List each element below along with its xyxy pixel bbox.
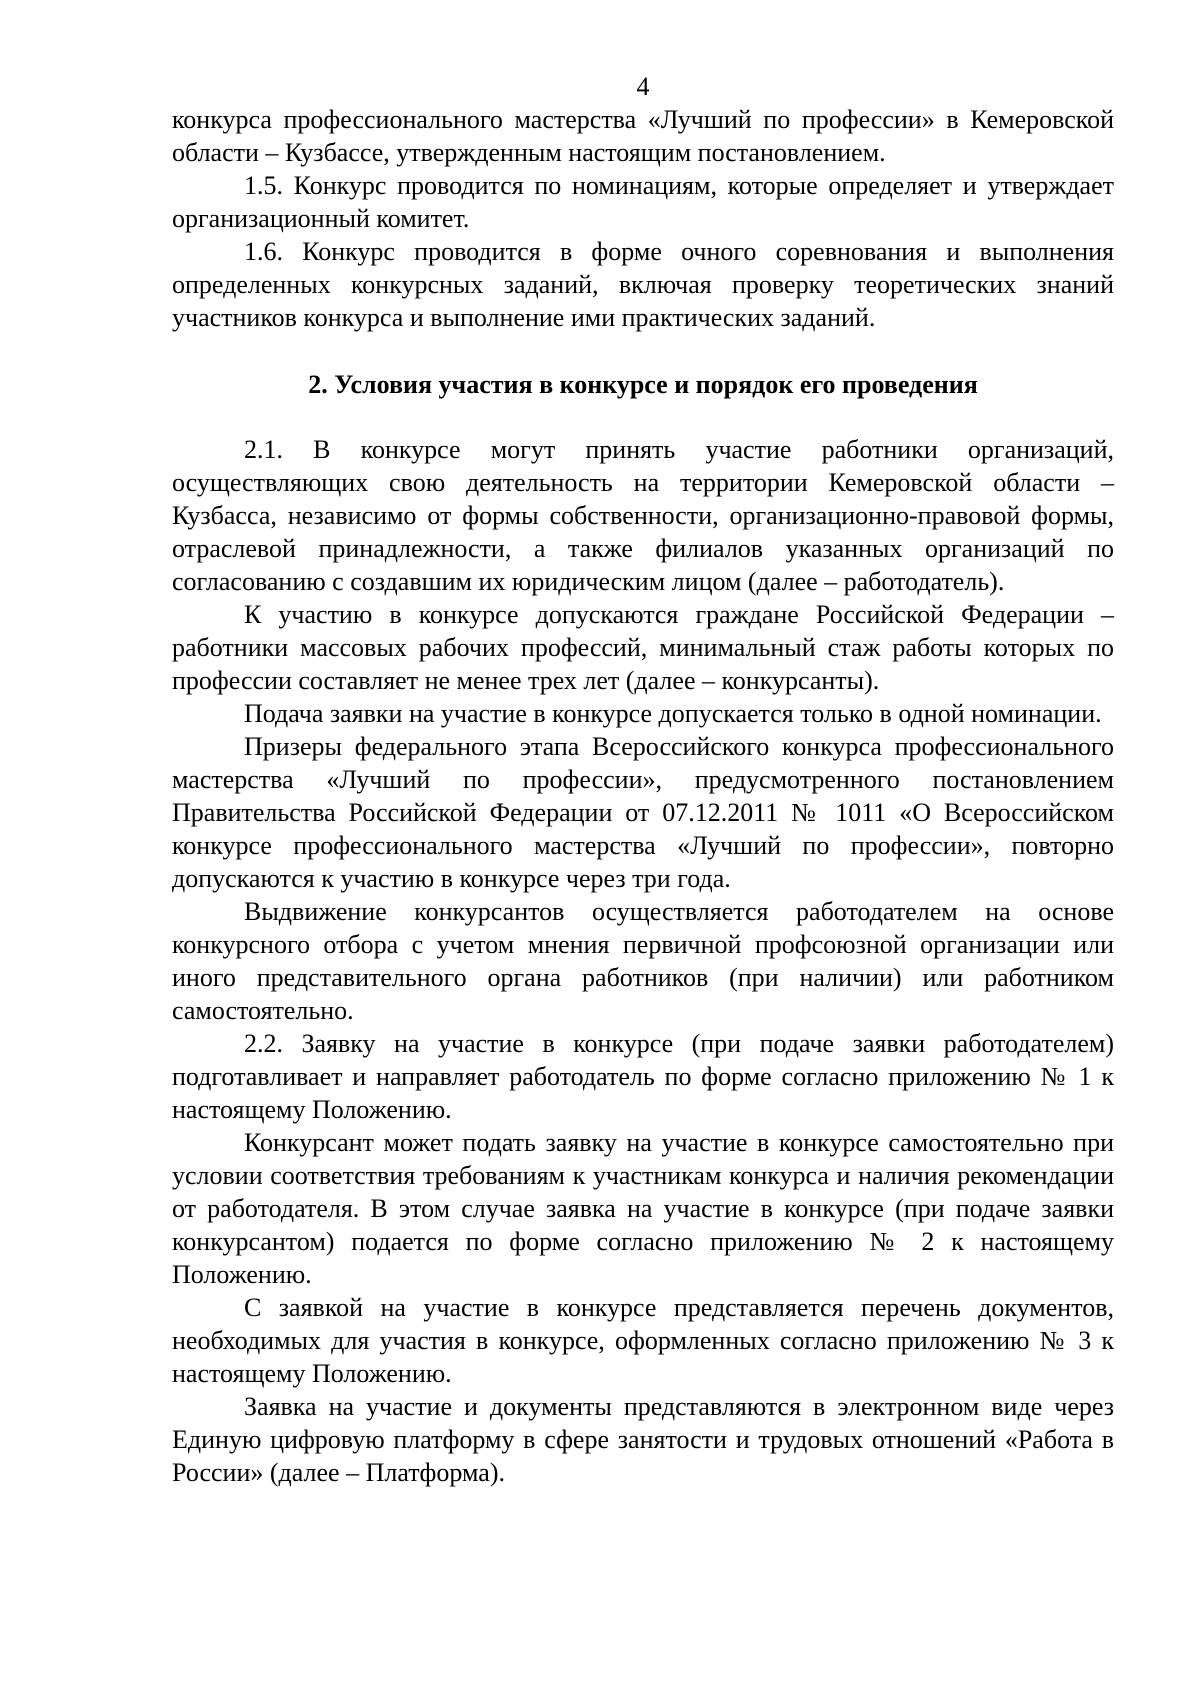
paragraph-nomination-of-contestants: Выдвижение конкурсантов осуществляется работодателем на основе конкурсного отбора с учетом мнения первичной профсоюзной организации или иного представительного органа работников (при наличии) или работником самостоятельно. (172, 897, 1114, 1025)
section-2-heading: 2. Условия участия в конкурсе и порядок его проведения (308, 370, 978, 399)
paragraph-self-application: Конкурсант может подать заявку на участие в конкурсе самостоятельно при условии соответствия требованиям к участникам конкурса и наличия рекомендации от работодателя. В этом случае заявка на участие в конкурсе (при подаче заявки конкурсантом) подается по форме согласно приложению № 2 к настоящему Положению. (172, 1128, 1114, 1289)
paragraph-prize-winners: Призеры федерального этапа Всероссийского конкурса профессионального мастерства «Лучший по профессии», предусмотренного постановлением Правительства Российской Федерации от 07.12.2011 № 1011 «О Всероссийском конкурсе профессионального мастерства «Лучший по профессии», повторно допускаются к участию в конкурсе через три года. (172, 732, 1114, 893)
paragraph-one-nomination: Подача заявки на участие в конкурсе допускается только в одной номинации. (244, 699, 1102, 728)
paragraph-1-6: 1.6. Конкурс проводится в форме очного соревнования и выполнения определенных конкурсных заданий, включая проверку теоретических знаний участников конкурса и выполнение ими практических заданий. (172, 237, 1114, 332)
paragraph-2-2: 2.2. Заявку на участие в конкурсе (при подаче заявки работодателем) подготавливает и направляет работодатель по форме согласно приложению № 1 к настоящему Положению. (172, 1029, 1114, 1124)
paragraph-2-1: 2.1. В конкурсе могут принять участие работники организаций, осуществляющих свою деятельность на территории Кемеровской области – Кузбасса, независимо от формы собственности, организационно-правовой формы, отраслевой принадлежности, а также филиалов указанных организаций по согласованию с создавшим их юридическим лицом (далее – работодатель). (172, 435, 1114, 596)
page-number: 4 (636, 72, 650, 101)
paragraph-1-5: 1.5. Конкурс проводится по номинациям, которые определяет и утверждает организационный комитет. (172, 171, 1114, 233)
paragraph-eligibility: К участию в конкурсе допускаются граждане Российской Федерации – работники массовых рабочих профессий, минимальный стаж работы которых по профессии составляет не менее трех лет (далее – конкурсанты). (172, 600, 1114, 695)
document-page (172, 70, 1114, 1489)
paragraph-continuation: конкурса профессионального мастерства «Лучший по профессии» в Кемеровской области – Кузбассе, утвержденным настоящим постановлением. (172, 105, 1114, 167)
paragraph-electronic-submission: Заявка на участие и документы представляются в электронном виде через Единую цифровую платформу в сфере занятости и трудовых отношений «Работа в России» (далее – Платформа). (172, 1392, 1114, 1487)
paragraph-documents-list: С заявкой на участие в конкурсе представляется перечень документов, необходимых для участия в конкурсе, оформленных согласно приложению № 3 к настоящему Положению. (172, 1293, 1114, 1388)
